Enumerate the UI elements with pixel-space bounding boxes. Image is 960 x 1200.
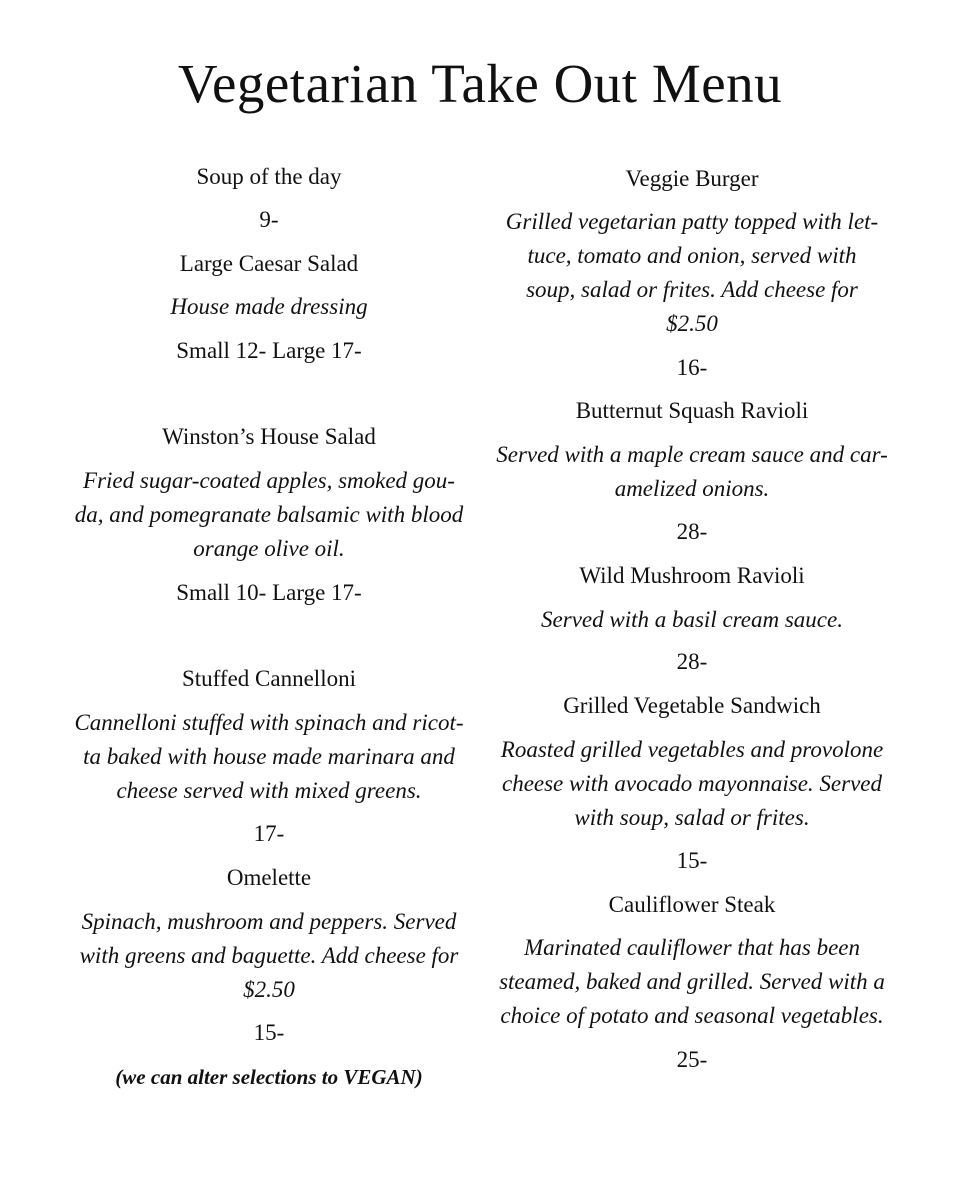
desc-line: Spinach, mushroom and peppers. Served <box>81 909 457 934</box>
desc-line: Served with a maple cream sauce and car- <box>496 442 888 467</box>
item-desc-cauliflower-steak <box>484 931 900 1033</box>
desc-line: orange olive oil. <box>193 536 345 561</box>
desc-line: da, and pomegranate balsamic with blood <box>74 502 464 527</box>
item-desc-veggie-burger <box>484 205 900 341</box>
desc-line: Marinated cauliflower that has been <box>523 935 860 960</box>
vegan-note: (we can alter selections to VEGAN) <box>115 1065 423 1089</box>
desc-line: Served with a basil cream sauce. <box>541 607 843 632</box>
item-price-butternut-ravioli: 28- <box>676 519 708 544</box>
item-name-omelette: Omelette <box>226 865 312 890</box>
item-name-veggie-burger: Veggie Burger <box>625 166 759 191</box>
desc-line: Roasted grilled vegetables and provolone <box>500 737 884 762</box>
item-desc-butternut-ravioli <box>484 438 900 506</box>
page-title: Vegetarian Take Out Menu <box>177 53 783 114</box>
desc-line: with soup, salad or frites. <box>574 805 810 830</box>
desc-line: amelized onions. <box>614 476 770 501</box>
item-desc-mushroom-ravioli <box>484 603 900 637</box>
desc-line: steamed, baked and grilled. Served with a <box>499 969 885 994</box>
item-price-mushroom-ravioli: 28- <box>676 649 708 674</box>
item-name-cannelloni: Stuffed Cannelloni <box>182 666 356 691</box>
item-name-mushroom-ravioli: Wild Mushroom Ravioli <box>579 563 805 588</box>
item-name-soup: Soup of the day <box>196 164 342 189</box>
desc-line: ta baked with house made marinara and <box>83 744 455 769</box>
desc-line: with greens and baguette. Add cheese for <box>79 943 459 968</box>
desc-line: cheese served with mixed greens. <box>116 778 422 803</box>
item-desc-vegetable-sandwich <box>484 733 900 835</box>
desc-line: cheese with avocado mayonnaise. Served <box>501 771 883 796</box>
item-name-vegetable-sandwich: Grilled Vegetable Sandwich <box>563 693 821 718</box>
item-desc-caesar <box>60 290 478 324</box>
item-price-omelette: 15- <box>253 1020 285 1045</box>
desc-line: $2.50 <box>666 311 718 336</box>
desc-line: Grilled vegetarian patty topped with let- <box>505 209 879 234</box>
item-price-caesar: Small 12- Large 17- <box>176 338 362 363</box>
desc-line: choice of potato and seasonal vegetables. <box>500 1003 884 1028</box>
desc-line: Cannelloni stuffed with spinach and ricot- <box>74 710 464 735</box>
item-price-winstons: Small 10- Large 17- <box>176 580 362 605</box>
item-price-veggie-burger: 16- <box>676 355 708 380</box>
item-price-cannelloni: 17- <box>253 821 285 846</box>
desc-line: soup, salad or frites. Add cheese for <box>526 277 858 302</box>
desc-line: tuce, tomato and onion, served with <box>527 243 857 268</box>
item-price-soup: 9- <box>259 207 279 232</box>
item-desc-cannelloni <box>60 706 478 808</box>
item-price-vegetable-sandwich: 15- <box>676 848 708 873</box>
item-name-cauliflower-steak: Cauliflower Steak <box>608 892 776 917</box>
desc-line: House made dressing <box>170 294 368 319</box>
item-name-winstons: Winston’s House Salad <box>162 424 376 449</box>
desc-line: Fried sugar-coated apples, smoked gou- <box>83 468 455 493</box>
item-name-butternut-ravioli: Butternut Squash Ravioli <box>575 398 809 423</box>
item-desc-omelette <box>60 905 478 1007</box>
item-desc-winstons <box>60 464 478 566</box>
item-name-caesar: Large Caesar Salad <box>179 251 359 276</box>
item-price-cauliflower-steak: 25- <box>676 1047 708 1072</box>
desc-line: $2.50 <box>243 977 295 1002</box>
